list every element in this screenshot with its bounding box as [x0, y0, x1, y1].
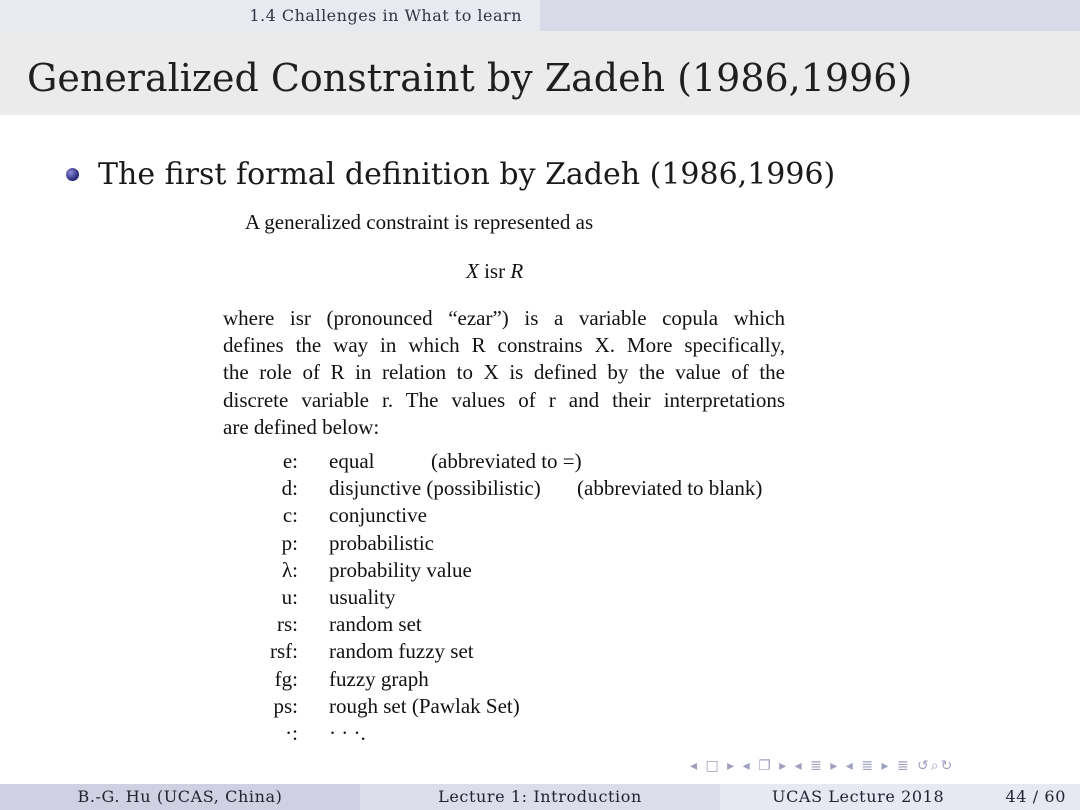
definition-symbol: fg:: [274, 666, 298, 691]
definition-symbol: rs:: [277, 612, 298, 637]
definition-symbol: ·:: [285, 720, 298, 745]
frame-title: Generalized Constraint by Zadeh (1986,1996): [27, 56, 913, 100]
definition-name: conjunctive: [329, 503, 427, 528]
definition-symbol: c:: [282, 503, 298, 528]
definition-name: probability value: [329, 557, 472, 582]
definition-name: random set: [329, 612, 422, 637]
definition-name: rough set (Pawlak Set): [329, 693, 520, 718]
definition-row: [250, 666, 429, 693]
footer-bar: [0, 784, 1080, 810]
definition-row: [250, 557, 472, 584]
definition-name: equal: [329, 449, 375, 473]
beamer-navigation-icons[interactable]: ◂ □ ▸ ◂ ❐ ▸ ◂ ≣ ▸ ◂ ≣ ▸ ≣ ↺⌕↻: [690, 758, 955, 774]
definition-row: [250, 502, 427, 529]
definition-row: [250, 693, 520, 720]
section-title[interactable]: 1.4 Challenges in What to learn: [0, 0, 540, 31]
formula: [466, 257, 523, 285]
definition-symbol: ps:: [273, 693, 298, 718]
definition-symbol: rsf:: [270, 639, 298, 664]
footer-lecture: Lecture 1: Introduction: [360, 784, 720, 810]
paragraph-line: defines the way in which R constrains X. More specifically,: [223, 333, 785, 358]
definition-abbreviation: (abbreviated to blank): [577, 476, 763, 501]
definition-symbol: u:: [281, 584, 298, 609]
footer-author: B.-G. Hu (UCAS, China): [0, 784, 360, 810]
page-number: 44 / 60: [1005, 787, 1066, 806]
definition-name: · · ·.: [329, 720, 366, 745]
excerpt-intro: A generalized constraint is represented as: [245, 210, 594, 234]
definition-symbol: d:: [281, 476, 298, 501]
excerpt-paragraph: [223, 305, 785, 441]
definition-list: [250, 448, 763, 747]
definition-name: random fuzzy set: [329, 639, 474, 664]
paragraph-line: the role of R in relation to X is defined by the value of the: [223, 360, 785, 385]
footer-event: UCAS Lecture 2018: [772, 787, 945, 806]
definition-row: [250, 720, 366, 747]
definition-name: usuality: [329, 584, 396, 609]
footer-right: [720, 784, 1080, 810]
definition-row: [250, 611, 422, 638]
definition-symbol: e:: [282, 449, 298, 473]
formula-x: X: [466, 259, 479, 283]
definition-abbreviation: (abbreviated to =): [431, 449, 582, 473]
definition-row: [250, 448, 582, 475]
definition-row: [250, 530, 434, 557]
definition-row: [250, 584, 396, 611]
definition-name: fuzzy graph: [329, 666, 429, 691]
bullet-text: The first formal definition by Zadeh (1986,1996): [98, 157, 836, 192]
paragraph-line: where isr (pronounced “ezar”) is a variable copula which: [223, 306, 785, 330]
definition-name: disjunctive (possibilistic): [329, 476, 541, 501]
paragraph-line: discrete variable r. The values of r and their interpretations: [223, 387, 785, 412]
bullet-icon: [66, 168, 79, 181]
definition-name: probabilistic: [329, 530, 434, 555]
formula-r: R: [510, 259, 524, 283]
definition-symbol: p:: [281, 530, 298, 555]
paragraph-line: are defined below:: [223, 414, 380, 439]
definition-symbol: λ:: [281, 557, 298, 582]
formula-op: isr: [484, 259, 506, 283]
definition-row: [250, 638, 474, 665]
definition-row: [250, 475, 763, 502]
